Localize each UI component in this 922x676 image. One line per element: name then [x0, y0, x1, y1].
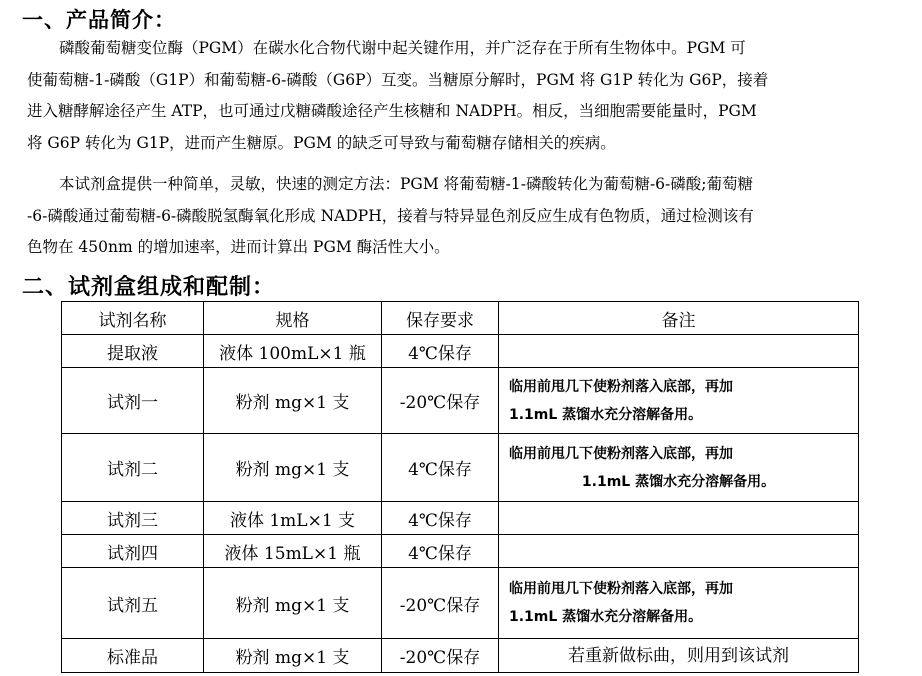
table-row [62, 368, 859, 434]
text-line: 使葡萄糖-1-磷酸（G1P）和葡萄糖-6-磷酸（G6P）互变。当糖原分解时，PGM 将 G1P 转化为 G6P，接着 [27, 70, 769, 89]
intro-paragraph-2 [27, 169, 905, 264]
table-row [62, 568, 859, 639]
reagent-name: 试剂四 [62, 535, 204, 568]
reagent-note [499, 335, 859, 368]
reagent-name: 试剂一 [62, 368, 204, 434]
text-line: 进入糖酵解途径产生 ATP，也可通过戊糖磷酸途径产生核糖和 NADPH。相反，当细胞需要能量时，PGM [27, 102, 757, 120]
table-row [62, 502, 859, 535]
header-cell: 备注 [499, 302, 859, 335]
note-line: 1.1mL 蒸馏水充分溶解备用。 [581, 473, 776, 490]
header-cell: 规格 [204, 302, 382, 335]
reagent-storage: 4℃保存 [382, 502, 499, 535]
table-row [62, 639, 859, 673]
reagent-spec: 粉剂 mg×1 支 [204, 434, 382, 502]
reagent-name: 标准品 [62, 639, 204, 673]
reagent-storage: 4℃保存 [382, 535, 499, 568]
text-line: 磷酸葡萄糖变位酶（PGM）在碳水化合物代谢中起关键作用，并广泛存在于所有生物体中。PGM 可 [59, 39, 746, 57]
text-line: 本试剂盒提供一种简单，灵敏，快速的测定方法：PGM 将葡萄糖-1-磷酸转化为葡萄糖-6-磷酸;葡萄糖 [59, 175, 754, 193]
note-line: 临用前甩几下使粉剂落入底部，再加 [509, 378, 733, 395]
text-line: -6-磷酸通过葡萄糖-6-磷酸脱氢酶氧化形成 NADPH，接着与特异显色剂反应生成有色物质，通过检测该有 [27, 206, 754, 225]
reagent-storage: 4℃保存 [382, 335, 499, 368]
reagent-storage: -20℃保存 [382, 368, 499, 434]
reagent-name: 试剂三 [62, 502, 204, 535]
reagent-storage: -20℃保存 [382, 568, 499, 639]
table-row [62, 335, 859, 368]
reagent-note [499, 434, 859, 502]
reagent-note [499, 502, 859, 535]
table-row [62, 535, 859, 568]
note-line: 临用前甩几下使粉剂落入底部，再加 [509, 445, 733, 462]
reagent-storage: -20℃保存 [382, 639, 499, 673]
text-line: 将 G6P 转化为 G1P，进而产生糖原。PGM 的缺乏可导致与葡萄糖存储相关的疾病。 [27, 133, 616, 152]
reagent-spec: 液体 100mL×1 瓶 [204, 335, 382, 368]
reagent-note [499, 368, 859, 434]
reagent-spec: 粉剂 mg×1 支 [204, 568, 382, 639]
note-line: 临用前甩几下使粉剂落入底部，再加 [509, 581, 733, 597]
reagent-note [499, 535, 859, 568]
reagent-name: 试剂二 [62, 434, 204, 502]
reagent-spec: 液体 15mL×1 瓶 [204, 535, 382, 568]
header-cell: 试剂名称 [62, 302, 204, 335]
reagent-note: 若重新做标曲，则用到该试剂 [499, 639, 859, 673]
intro-paragraph-1 [27, 33, 905, 159]
reagent-note [499, 568, 859, 639]
reagent-name: 试剂五 [62, 568, 204, 639]
reagent-spec: 粉剂 mg×1 支 [204, 639, 382, 673]
note-line: 1.1mL 蒸馏水充分溶解备用。 [509, 609, 703, 625]
reagent-table [61, 301, 859, 673]
section-heading-kit: 二、试剂盒组成和配制： [22, 275, 276, 300]
table-row [62, 434, 859, 502]
header-cell: 保存要求 [382, 302, 499, 335]
reagent-storage: 4℃保存 [382, 434, 499, 502]
section-heading-intro: 一、产品简介： [22, 8, 176, 32]
reagent-spec: 液体 1mL×1 支 [204, 502, 382, 535]
text-line: 色物在 450nm 的增加速率，进而计算出 PGM 酶活性大小。 [27, 238, 450, 256]
reagent-spec: 粉剂 mg×1 支 [204, 368, 382, 434]
reagent-name: 提取液 [62, 335, 204, 368]
note-line: 1.1mL 蒸馏水充分溶解备用。 [509, 406, 703, 423]
table-header-row [62, 302, 859, 335]
